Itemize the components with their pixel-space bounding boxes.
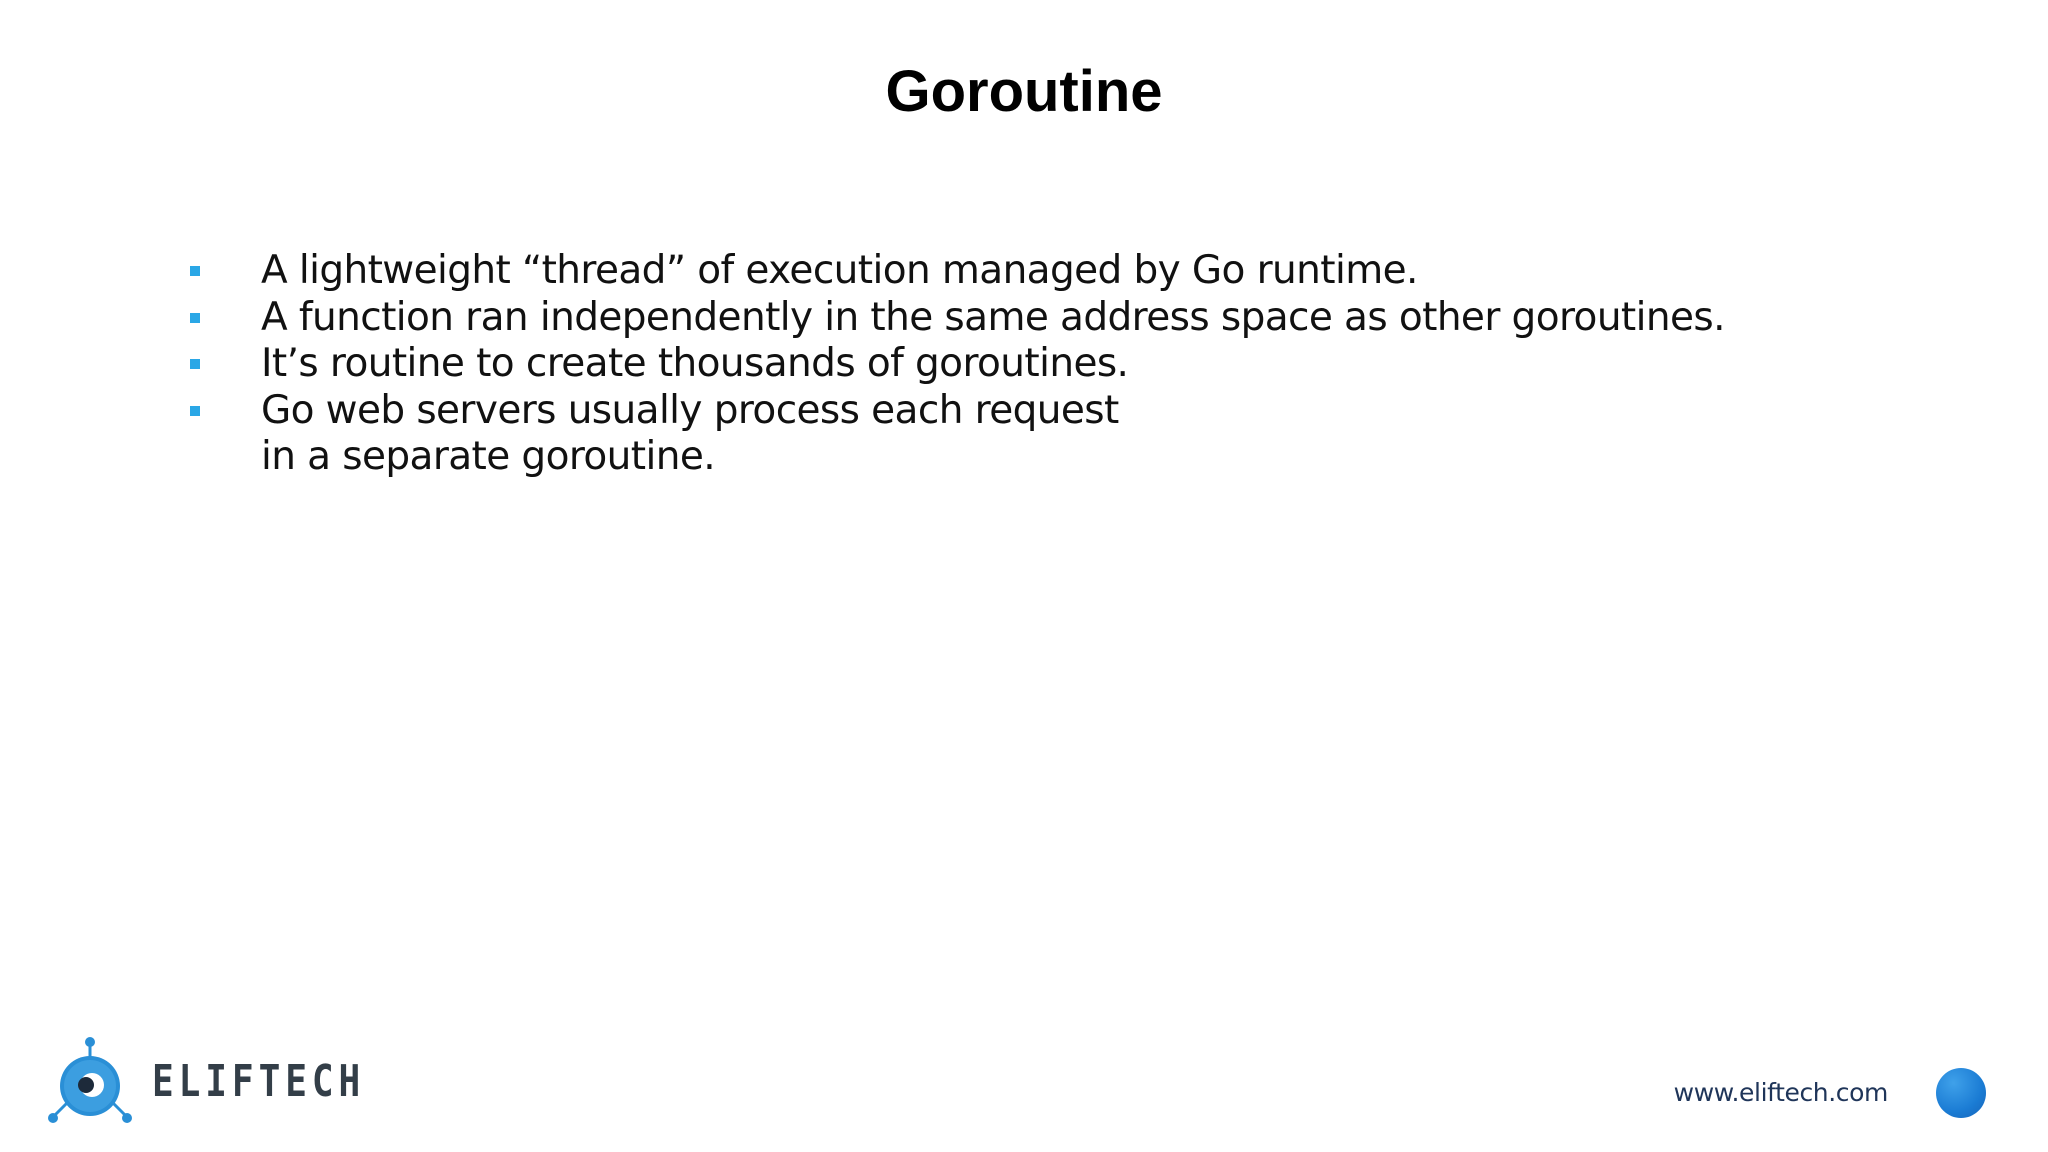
bullet-item bbox=[188, 388, 1725, 481]
bullet-square-icon bbox=[190, 266, 200, 276]
bullet-square-icon bbox=[190, 359, 200, 369]
bullet-item bbox=[188, 341, 1725, 388]
bullet-item bbox=[188, 248, 1725, 295]
bullet-square-icon bbox=[190, 406, 200, 416]
bullet-text: It’s routine to create thousands of goroutines. bbox=[261, 341, 1129, 386]
bullet-text-continuation: in a separate goroutine. bbox=[261, 434, 716, 479]
bullet-text: A lightweight “thread” of execution managed by Go runtime. bbox=[261, 248, 1418, 293]
bullet-item bbox=[188, 295, 1725, 342]
bullet-text: A function ran independently in the same address space as other goroutines. bbox=[261, 294, 1725, 340]
bullet-text: Go web servers usually process each request bbox=[261, 387, 1119, 433]
website-link[interactable]: www.eliftech.com bbox=[1673, 1078, 1888, 1107]
logo-wordmark: ELIFTECH bbox=[152, 1056, 366, 1107]
bullet-square-icon bbox=[190, 313, 200, 323]
eliftech-logo-icon bbox=[48, 1036, 132, 1126]
blue-circle-icon bbox=[1936, 1068, 1986, 1118]
slide-title: Goroutine bbox=[885, 59, 1163, 124]
company-logo bbox=[48, 1036, 368, 1126]
bullet-list bbox=[188, 248, 1725, 481]
